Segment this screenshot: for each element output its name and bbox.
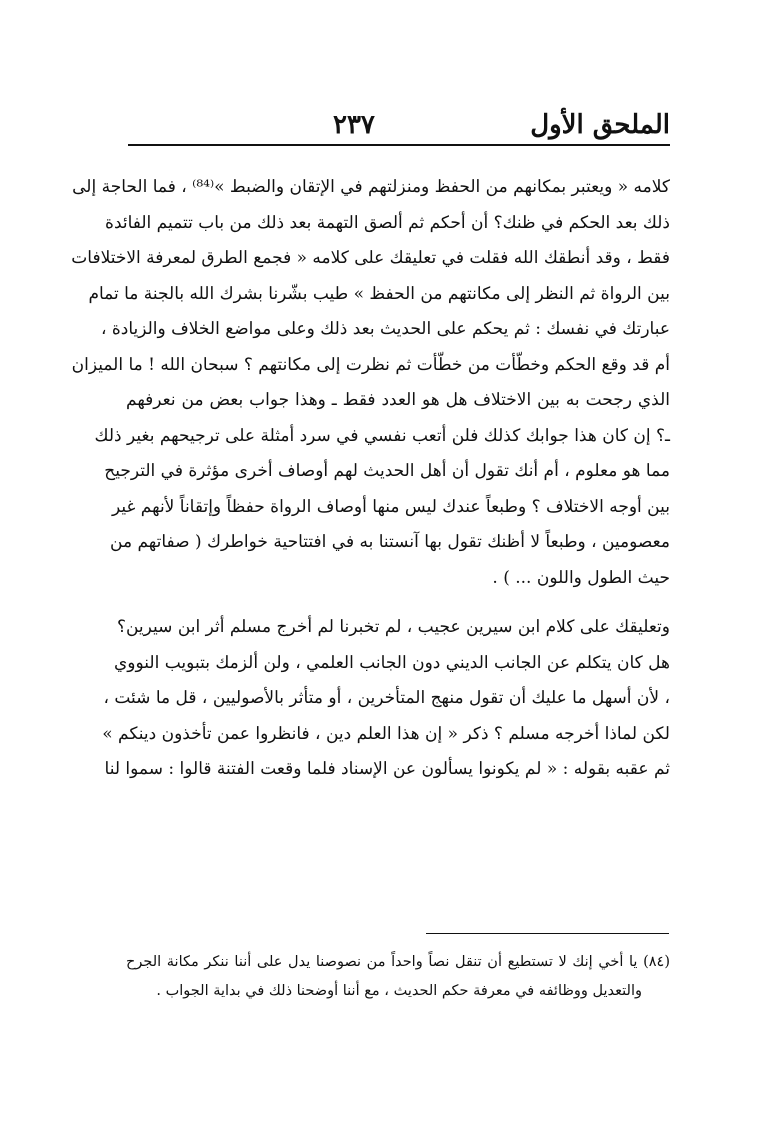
text-line: ـ؟ إن كان هذا جوابك كذلك فلن أتعب نفسي في سرد أمثلة على ترجيحهم بغير ذلك	[94, 425, 670, 446]
text-line: وتعليقك على كلام ابن سيرين عجيب ، لم تخبرنا لم أخرج مسلم أثر ابن سيرين؟	[116, 617, 670, 637]
text-line: أم قد وقع الحكم وخطّأت من خطّأت ثم نظرت إلى مكانتهم ؟ سبحان الله ! ما الميزان	[71, 354, 670, 375]
text-line: كلامه « ويعتبر بمكانهم من الحفظ ومنزلتهم في الإتقان والضبط »⁽⁸⁴⁾ ، فما الحاجة إلى	[72, 177, 670, 197]
page-number: ٢٣٧	[333, 110, 375, 140]
text-line: الذي رجحت به بين الاختلاف هل هو العدد فقط ـ وهذا جواب بعض من نعرفهم	[126, 390, 670, 410]
text-line: هل كان يتكلم عن الجانب الديني دون الجانب العلمي ، ولن ألزمك بتبويب النووي	[114, 652, 670, 673]
text-line: مما هو معلوم ، أم أنك تقول أن أهل الحديث لهم أوصاف أخرى مؤثرة في الترجيح	[104, 461, 670, 481]
text-line: ذلك بعد الحكم في ظنك؟ أن أحكم ثم ألصق التهمة بعد ذلك من باب تتميم الفائدة	[105, 212, 670, 233]
page-header	[128, 98, 670, 146]
footnote-line: (٨٤) يا أخي إنك لا تستطيع أن تنقل نصاً واحداً من نصوصنا يدل على أننا ننكر مكانة الجرح	[126, 954, 670, 970]
text-line: عبارتك في نفسك : ثم يحكم على الحديث بعد ذلك وعلى مواضع الخلاف والزيادة ،	[100, 319, 670, 339]
text-line: لكن لماذا أخرجه مسلم ؟ ذكر « إن هذا العلم دين ، فانظروا عمن تأخذون دينكم »	[102, 723, 670, 744]
running-title: الملحق الأول	[530, 110, 670, 140]
text-line: ، لأن أسهل ما عليك أن تقول منهج المتأخرين ، أو متأثر بالأصوليين ، قل ما شئت ،	[103, 688, 670, 708]
paragraph-2	[102, 610, 670, 788]
text-line: بين الرواة ثم النظر إلى مكانتهم من الحفظ » طيب بشّرنا بشرك الله بالجنة ما تمام	[88, 283, 670, 304]
footnote-line: والتعديل ووظائفه في معرفة حكم الحديث ، مع أننا أوضحنا ذلك في بداية الجواب .	[156, 983, 642, 999]
paragraph-gap	[126, 596, 670, 610]
text-line: حيث الطول واللون ... ) .	[492, 567, 670, 588]
paragraph-1	[71, 170, 670, 596]
header-rule	[128, 144, 670, 146]
text-line: معصومين ، وطبعاً لا أظنك تقول بها آنستنا به في افتتاحية خواطرك ( صفاتهم من	[110, 532, 670, 552]
footnotes	[126, 948, 670, 1006]
text-line: بين أوجه الاختلاف ؟ وطبعاً عندك ليس منها أوصاف الرواة حفظاً وإتقاناً لأنهم غير	[111, 496, 670, 517]
text-line: ثم عقبه بقوله : « لم يكونوا يسألون عن الإسناد فلما وقعت الفتنة قالوا : سموا لنا	[104, 759, 670, 779]
text-line: فقط ، وقد أنطقك الله فقلت في تعليقك على كلامه « فجمع الطرق لمعرفة الاختلافات	[71, 248, 670, 268]
body-text	[71, 170, 670, 788]
footnote-rule	[426, 933, 669, 934]
